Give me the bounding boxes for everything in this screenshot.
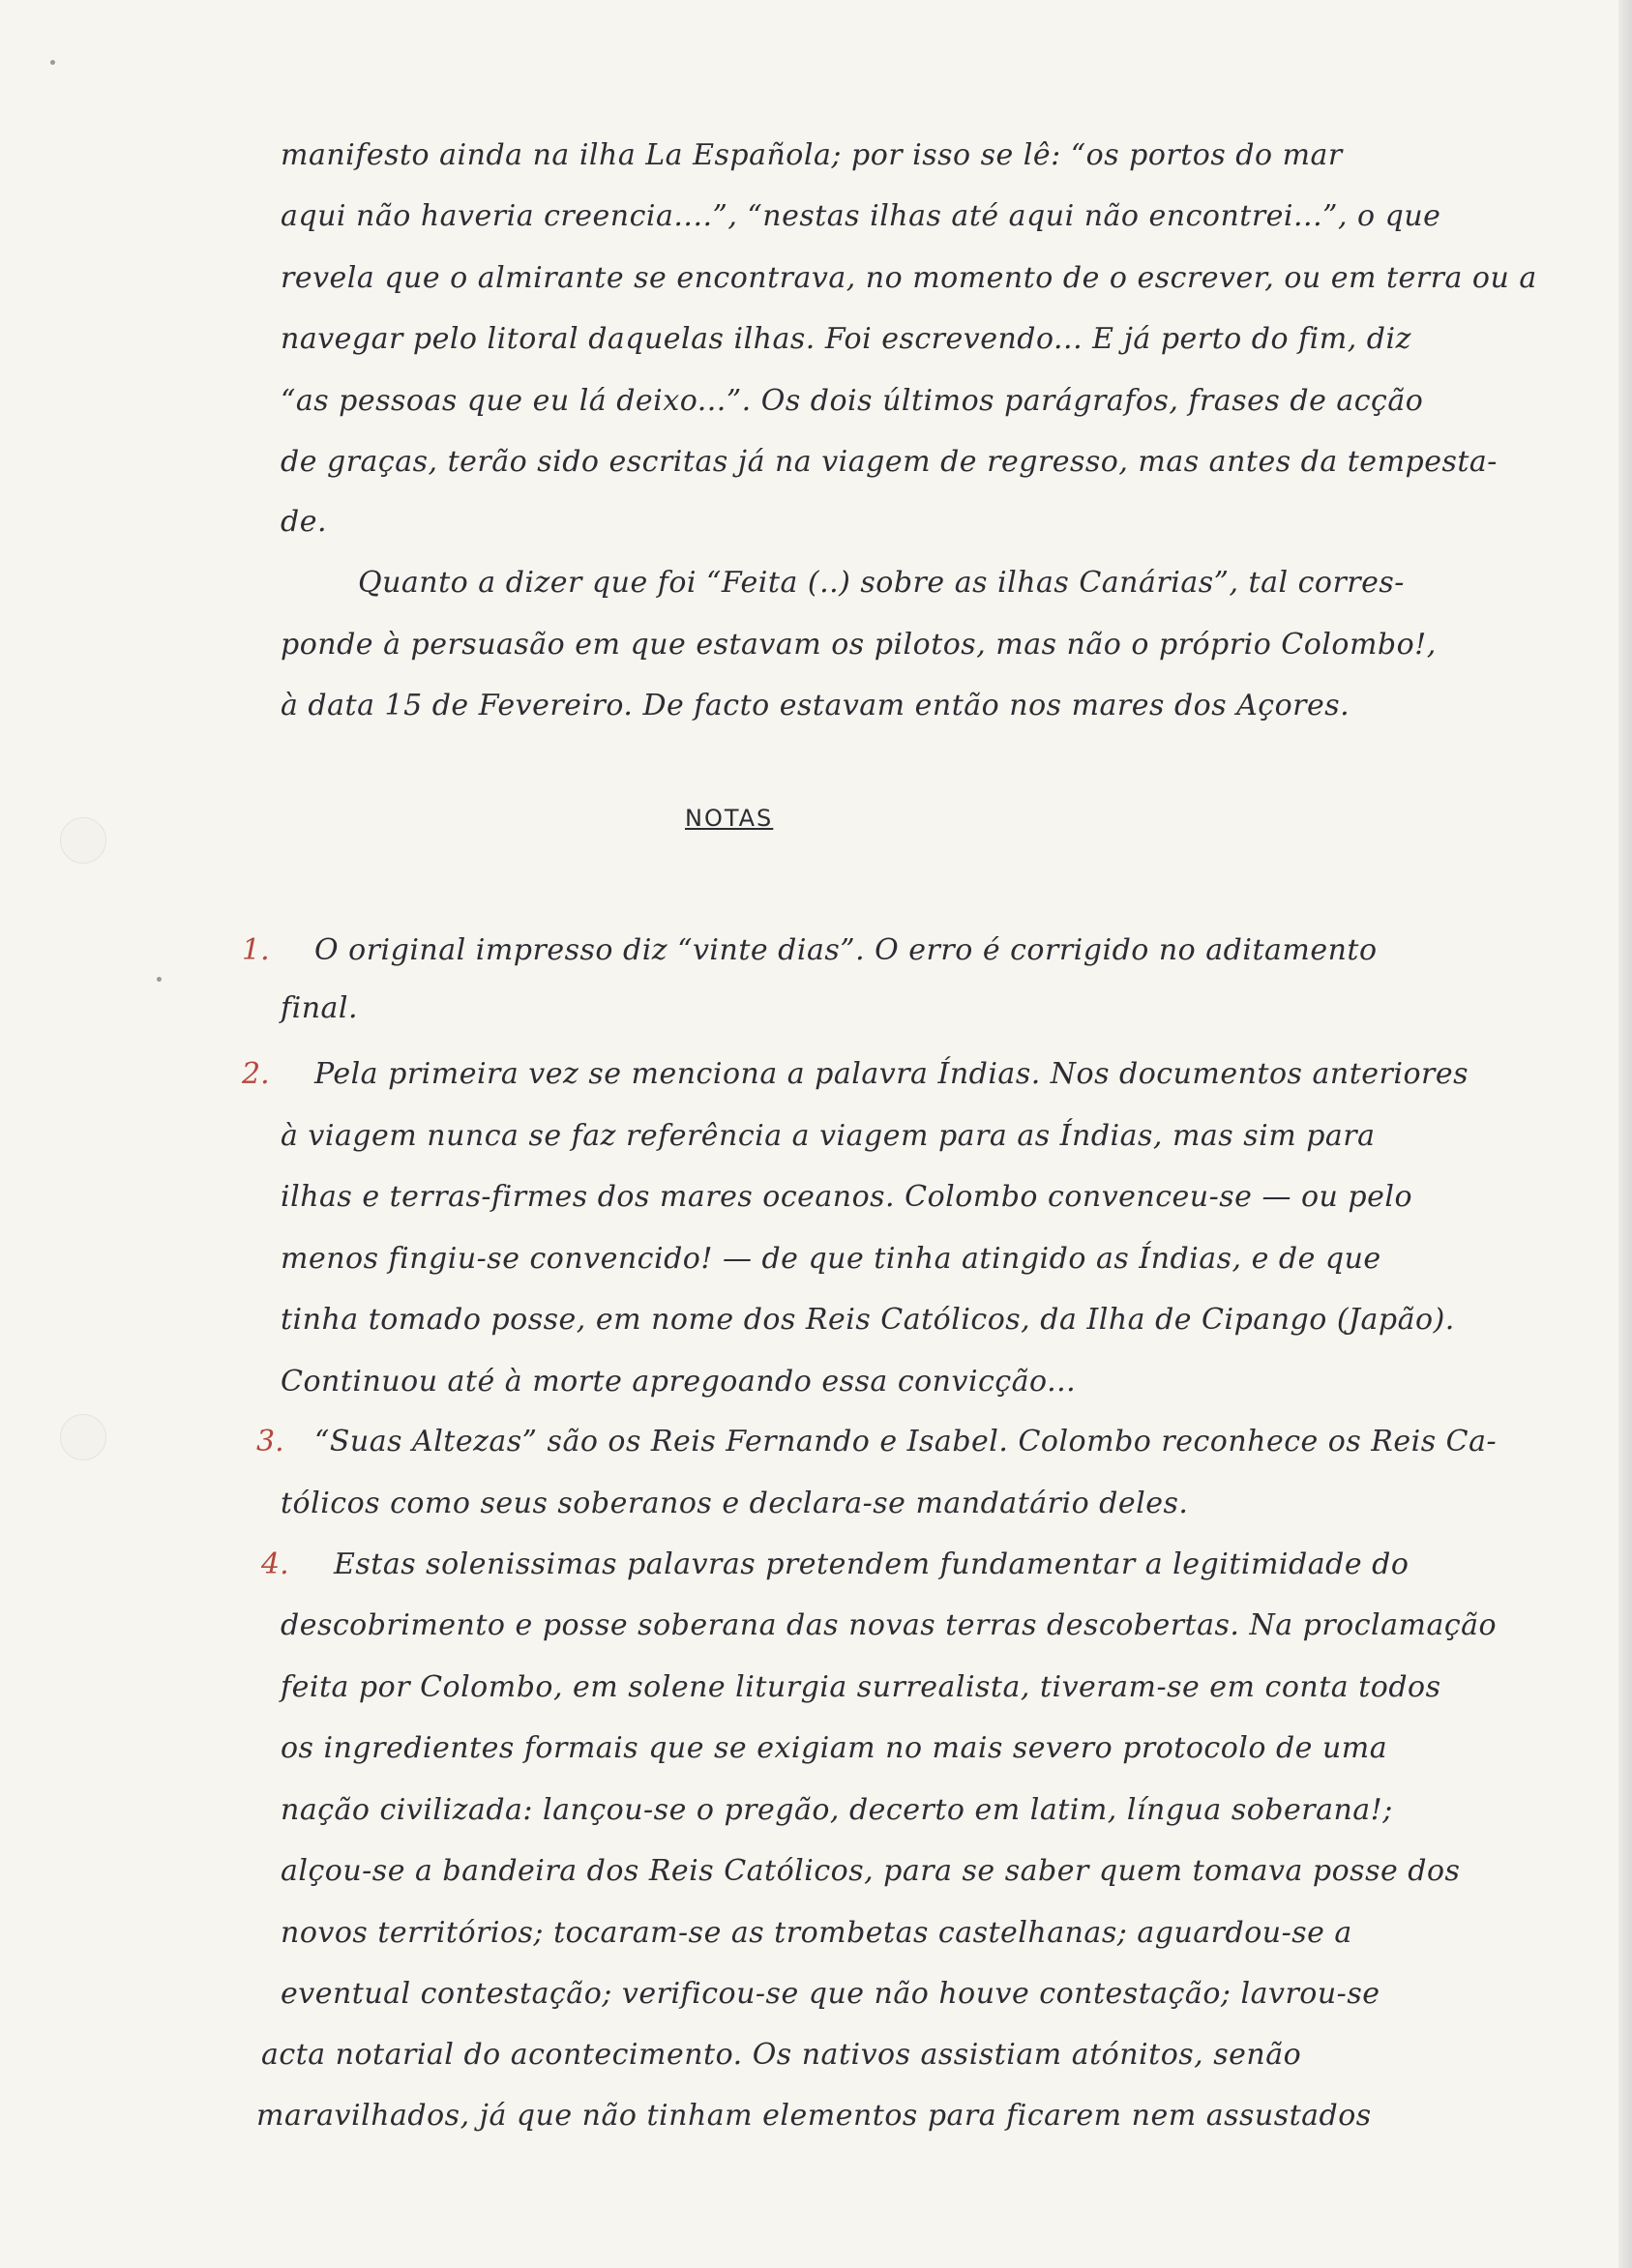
note-line: Estas solenissimas palavras pretendem fundamentar a legitimidade do [334, 1547, 1409, 1581]
text-line: de. [281, 505, 327, 539]
text-line: navegar pelo litoral daquelas ilhas. Foi escrevendo... E já perto do fim, diz [281, 322, 1411, 356]
note-line: tólicos como seus soberanos e declara-se mandatário deles. [281, 1487, 1189, 1520]
notes-heading: NOTAS [685, 805, 774, 832]
note-line: os ingredientes formais que se exigiam no mais severo protocolo de uma [281, 1731, 1388, 1765]
note-line: alçou-se a bandeira dos Reis Católicos, para se saber quem tomava posse dos [281, 1854, 1461, 1888]
note-number: 3. [256, 1425, 284, 1458]
text-line: ponde à persuasão em que estavam os pilotos, mas não o próprio Colombo!, [281, 628, 1437, 662]
note-line: acta notarial do acontecimento. Os nativos assistiam atónitos, senão [261, 2038, 1302, 2072]
note-number: 1. [242, 933, 270, 967]
text-line: à data 15 de Fevereiro. De facto estavam então nos mares dos Açores. [281, 689, 1350, 722]
text-line: Quanto a dizer que foi “Feita (..) sobre as ilhas Canárias”, tal corres- [358, 566, 1405, 600]
note-line: “Suas Altezas” são os Reis Fernando e Isabel. Colombo reconhece os Reis Ca- [314, 1425, 1498, 1458]
note-line: novos territórios; tocaram-se as trombetas castelhanas; aguardou-se a [281, 1916, 1352, 1950]
note-number: 4. [261, 1547, 289, 1581]
page-edge-shadow [1618, 0, 1632, 2268]
note-line: ilhas e terras-firmes dos mares oceanos. Colombo convenceu-se — ou pelo [281, 1180, 1413, 1214]
text-line: aqui não haveria creencia....”, “nestas ilhas até aqui não encontrei...”, o que [281, 199, 1441, 233]
note-line: nação civilizada: lançou-se o pregão, decerto em latim, língua soberana!; [281, 1793, 1393, 1827]
note-line: menos fingiu-se convencido! — de que tinha atingido as Índias, e de que [281, 1242, 1381, 1276]
note-number: 2. [242, 1057, 270, 1091]
note-line: eventual contestação; verificou-se que não houve contestação; lavrou-se [281, 1977, 1380, 2011]
text-line: “as pessoas que eu lá deixo...”. Os dois últimos parágrafos, frases de acção [281, 384, 1424, 418]
punch-hole [60, 1414, 106, 1460]
note-line: à viagem nunca se faz referência a viagem para as Índias, mas sim para [281, 1119, 1376, 1153]
punch-hole [60, 817, 106, 864]
note-line: Pela primeira vez se menciona a palavra Índias. Nos documentos anteriores [314, 1057, 1469, 1091]
note-line: final. [281, 991, 359, 1025]
note-line: feita por Colombo, em solene liturgia surrealista, tiveram-se em conta todos [281, 1670, 1441, 1704]
paper-speck [157, 977, 162, 982]
paper-speck [50, 60, 55, 65]
note-line: descobrimento e posse soberana das novas terras descobertas. Na proclamação [281, 1608, 1498, 1642]
text-line: de graças, terão sido escritas já na viagem de regresso, mas antes da tempesta- [281, 445, 1498, 479]
note-line: tinha tomado posse, em nome dos Reis Católicos, da Ilha de Cipango (Japão). [281, 1303, 1455, 1337]
text-line: revela que o almirante se encontrava, no momento de o escrever, ou em terra ou a [281, 261, 1537, 295]
note-line: Continuou até à morte apregoando essa convicção... [281, 1365, 1077, 1399]
note-line: maravilhados, já que não tinham elementos para ficarem nem assustados [256, 2099, 1372, 2133]
text-line: manifesto ainda na ilha La Española; por isso se lê: “os portos do mar [281, 138, 1343, 172]
note-line: O original impresso diz “vinte dias”. O erro é corrigido no aditamento [314, 933, 1378, 967]
